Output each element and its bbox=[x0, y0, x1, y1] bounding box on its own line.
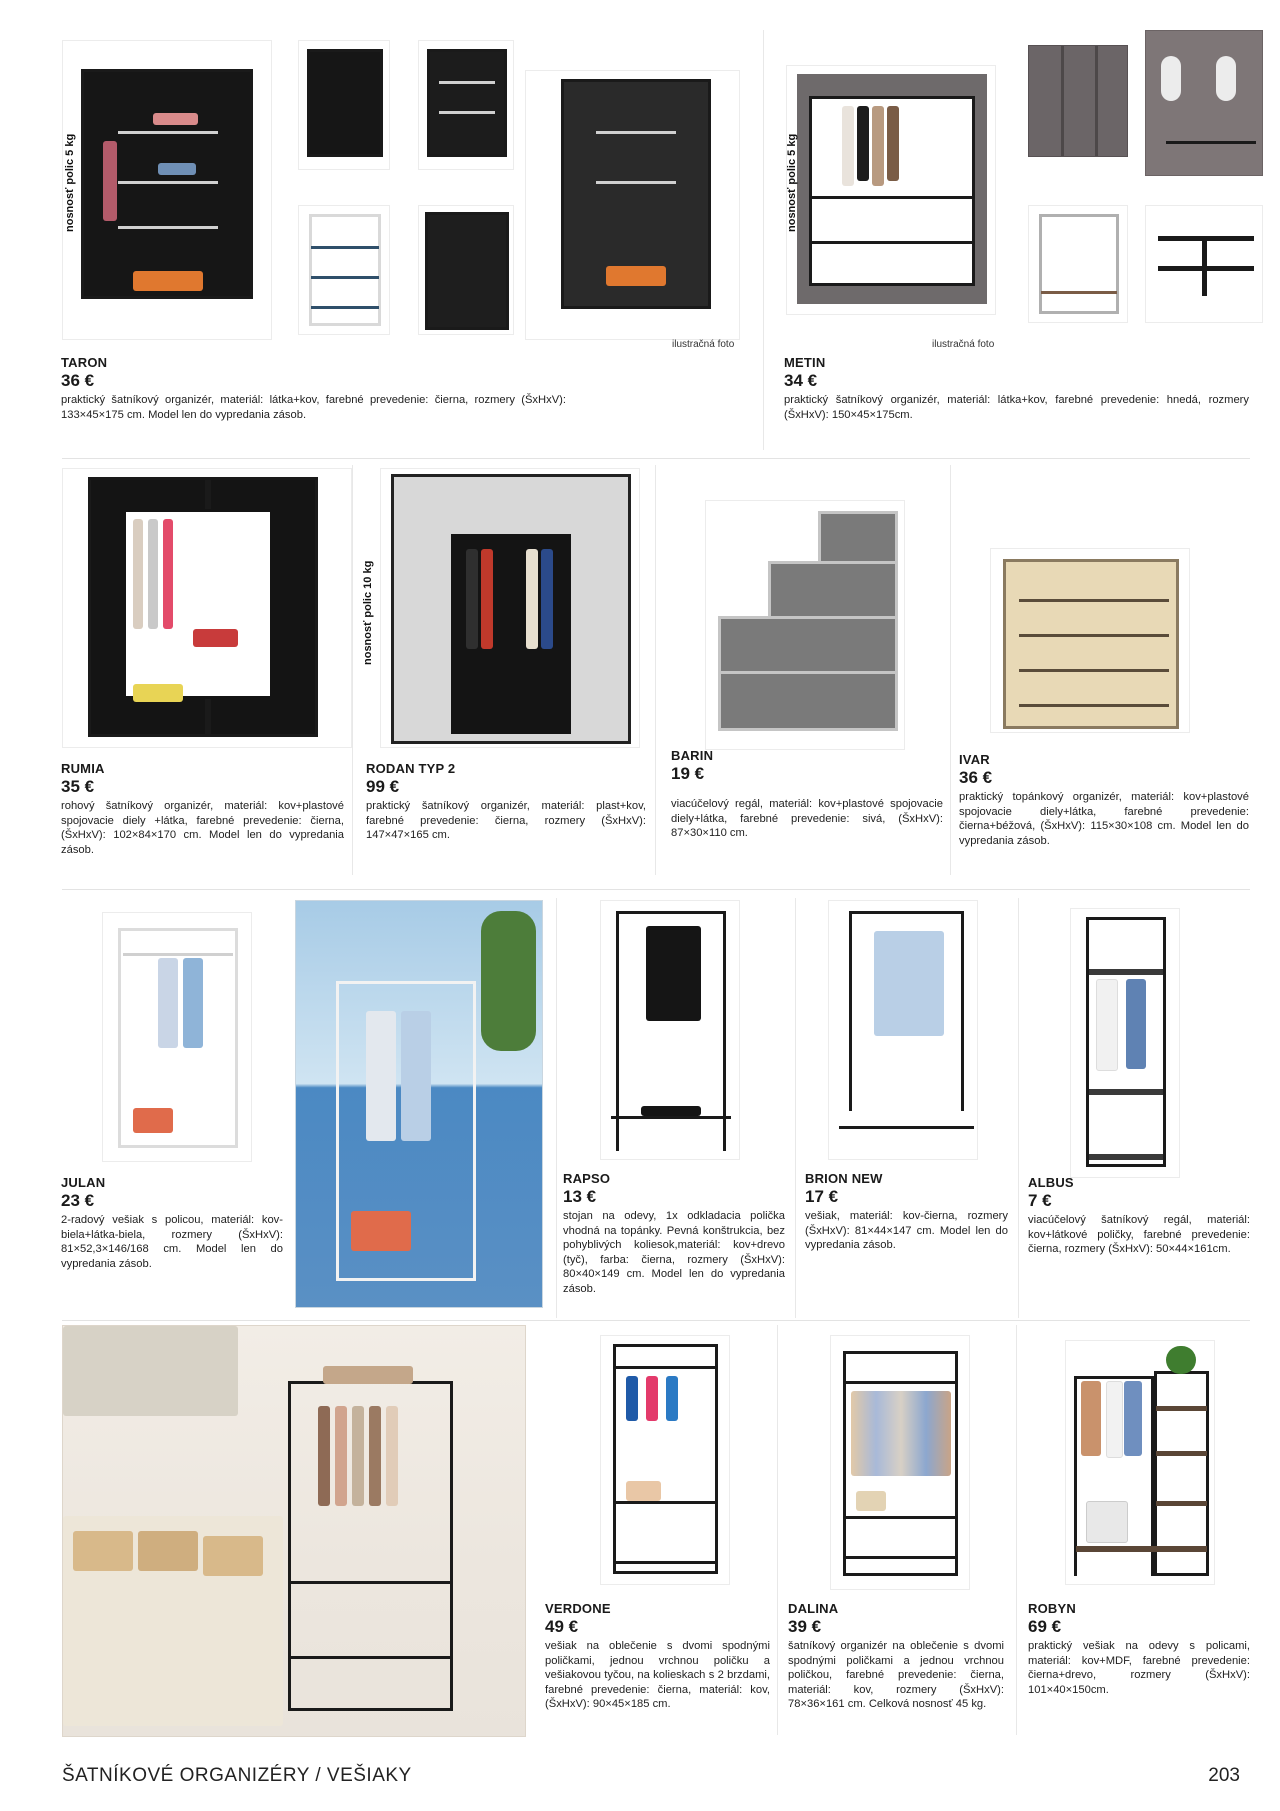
verdone-image bbox=[600, 1335, 730, 1585]
robyn-price: 69 € bbox=[1028, 1617, 1062, 1636]
taron-frame-image bbox=[298, 205, 390, 335]
verdone-desc: vešiak na oblečenie s dvomi spodnými poličkami, jednou vrchnou poličku a vešiakovou tyčou, na kolieskach s 2 brzdami, farebné prevedenie: čierna, materiál: kov, (ŠxHxV): 90×45×185 cm. bbox=[545, 1640, 770, 1710]
brion-image bbox=[828, 900, 978, 1160]
row-divider-3 bbox=[62, 1320, 1250, 1321]
rodan-name: RODAN TYP 2 bbox=[366, 761, 456, 776]
brion-desc: vešiak, materiál: kov-čierna, rozmery (ŠxHxV): 81×44×147 cm. Model len do vypredania zásob. bbox=[805, 1210, 1008, 1251]
metin-main-image bbox=[786, 65, 996, 315]
robyn-name: ROBYN bbox=[1028, 1601, 1076, 1616]
footer-category: ŠATNÍKOVÉ ORGANIZÉRY / VEŠIAKY bbox=[62, 1765, 412, 1786]
row2-divider-b bbox=[655, 465, 656, 875]
rapso-name: RAPSO bbox=[563, 1171, 611, 1186]
row-divider-1 bbox=[62, 458, 1250, 459]
rumia-image bbox=[62, 468, 352, 748]
row2-divider-c bbox=[950, 465, 951, 875]
albus-desc: viacúčelový šatníkový regál, materiál: kov+látkové poličky, farebné prevedenie: čierna, rozmery (ŠxHxV): 50×44×161cm. bbox=[1028, 1214, 1250, 1255]
julan-desc: 2-radový vešiak s policou, materiál: kov-biela+látka-biela, rozmery (ŠxHxV): 81×52,3×146/168 cm. Model len do vypredania zásob. bbox=[61, 1214, 283, 1270]
row3-divider-a bbox=[556, 898, 557, 1318]
rapso-image bbox=[600, 900, 740, 1160]
row4-divider-a bbox=[777, 1325, 778, 1735]
metin-photo-note: ilustračná foto bbox=[932, 339, 995, 350]
metin-detail-image bbox=[1145, 30, 1263, 176]
barin-name: BARIN bbox=[671, 748, 714, 763]
rodan-image bbox=[380, 468, 640, 748]
albus-image bbox=[1070, 908, 1180, 1178]
ivar-price: 36 € bbox=[959, 768, 993, 787]
row3-divider-c bbox=[1018, 898, 1019, 1318]
ivar-desc: praktický topánkový organizér, materiál: kov+plastové spojovacie diely+látka, farebné prevedenie: čierna+béžová, (ŠxHxV): 115×30×108 cm. Model len do vypredania zásob. bbox=[959, 791, 1249, 847]
verdone-name: VERDONE bbox=[545, 1601, 611, 1616]
taron-price: 36 € bbox=[61, 371, 95, 390]
rapso-desc: stojan na odevy, 1x odkladacia polička vhodná na topánky. Pevná konštrukcia, bez pohyblivých koliesok,materiál: kov+drevo (tyč), farba: čierna, rozmery (ŠxHxV): 80×40×149 cm. Model len do vypredania zásob. bbox=[563, 1210, 785, 1295]
rumia-price: 35 € bbox=[61, 777, 95, 796]
barin-image bbox=[705, 500, 905, 750]
robyn-desc: praktický vešiak na odevy s policami, materiál: kov+MDF, farebné prevedenie: čierna+drevo, rozmery (ŠxHxV): 101×40×150cm. bbox=[1028, 1640, 1250, 1696]
taron-desc: praktický šatníkový organizér, materiál: látka+kov, farebné prevedenie: čierna, rozmery (ŠxHxV): 133×45×175 cm. Model len do vypredania zásob. bbox=[61, 394, 566, 421]
row-divider-2 bbox=[62, 889, 1250, 890]
row1-divider bbox=[763, 30, 764, 450]
row2-divider-a bbox=[352, 465, 353, 875]
rodan-load-label: nosnosť polic 10 kg bbox=[362, 560, 374, 665]
row3-divider-b bbox=[795, 898, 796, 1318]
metin-closed-image bbox=[1028, 45, 1128, 157]
taron-closed-image bbox=[298, 40, 390, 170]
albus-name: ALBUS bbox=[1028, 1175, 1074, 1190]
page-number: 203 bbox=[1208, 1765, 1240, 1786]
julan-image bbox=[102, 912, 252, 1162]
julan-price: 23 € bbox=[61, 1191, 95, 1210]
metin-frame-image bbox=[1028, 205, 1128, 323]
barin-desc: viacúčelový regál, materiál: kov+plastové spojovacie diely+látka, farebné prevedenie: sivá, (ŠxHxV): 87×30×110 cm. bbox=[671, 798, 943, 839]
julan-room-image bbox=[295, 900, 543, 1308]
julan-name: JULAN bbox=[61, 1175, 106, 1190]
metin-name: METIN bbox=[784, 355, 826, 370]
verdone-bedroom-image bbox=[62, 1325, 526, 1737]
barin-price: 19 € bbox=[671, 764, 705, 783]
metin-joint-image bbox=[1145, 205, 1263, 323]
dalina-name: DALINA bbox=[788, 1601, 839, 1616]
rumia-name: RUMIA bbox=[61, 761, 105, 776]
brion-price: 17 € bbox=[805, 1187, 839, 1206]
metin-price: 34 € bbox=[784, 371, 818, 390]
taron-load-label: nosnosť polic 5 kg bbox=[64, 133, 76, 232]
rodan-price: 99 € bbox=[366, 777, 400, 796]
rapso-price: 13 € bbox=[563, 1187, 597, 1206]
verdone-price: 49 € bbox=[545, 1617, 579, 1636]
taron-name: TARON bbox=[61, 355, 108, 370]
taron-open-image bbox=[418, 40, 514, 170]
row4-divider-b bbox=[1016, 1325, 1017, 1735]
taron-shelves-image bbox=[418, 205, 514, 335]
robyn-image bbox=[1065, 1340, 1215, 1585]
rodan-desc: praktický šatníkový organizér, materiál: plast+kov, farebné prevedenie: čierna, rozmery (ŠxHxV): 147×47×165 cm. bbox=[366, 800, 646, 841]
dalina-image bbox=[830, 1335, 970, 1590]
taron-zip-image bbox=[525, 70, 740, 340]
rumia-desc: rohový šatníkový organizér, materiál: kov+plastové spojovacie diely +látka, farebné prevedenie: čierna, (ŠxHxV): 102×84×170 cm. Model len do vypredania zásob. bbox=[61, 800, 344, 856]
ivar-name: IVAR bbox=[959, 752, 990, 767]
taron-main-image bbox=[62, 40, 272, 340]
dalina-desc: šatníkový organizér na oblečenie s dvomi spodnými poličkami a jednou vrchnou poličkou, farebné prevedenie: čierna, materiál: kov, rozmery (ŠxHxV): 78×36×161 cm. Celková nosnosť 45 kg. bbox=[788, 1640, 1004, 1710]
metin-desc: praktický šatníkový organizér, materiál: látka+kov, farebné prevedenie: hnedá, rozmery (ŠxHxV): 150×45×175cm. bbox=[784, 394, 1249, 421]
ivar-image bbox=[990, 548, 1190, 733]
albus-price: 7 € bbox=[1028, 1191, 1052, 1210]
metin-load-label: nosnosť polic 5 kg bbox=[786, 133, 798, 232]
dalina-price: 39 € bbox=[788, 1617, 822, 1636]
brion-name: BRION NEW bbox=[805, 1171, 883, 1186]
taron-photo-note: ilustračná foto bbox=[672, 339, 735, 350]
